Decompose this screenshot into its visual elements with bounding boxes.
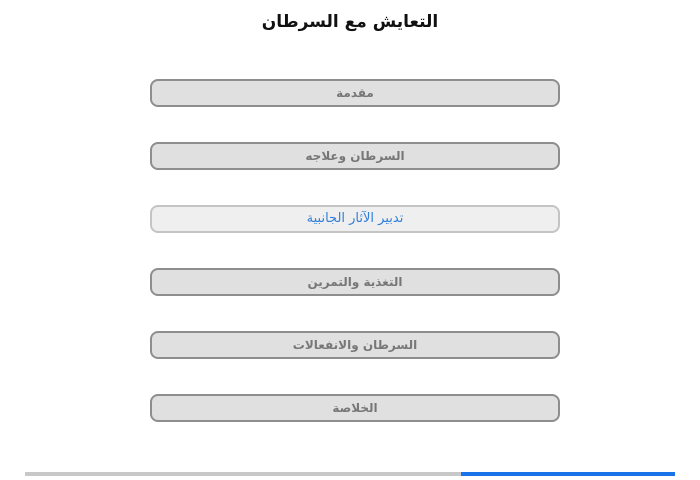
menu-item-cancer-and-emotions[interactable]: السرطان والانفعالات: [150, 331, 560, 359]
menu-item-managing-side-effects[interactable]: تدبير الآثار الجانبية: [150, 205, 560, 233]
menu-item-summary[interactable]: الخلاصة: [150, 394, 560, 422]
section-menu: [150, 79, 560, 457]
menu-item-introduction[interactable]: مقدمة: [150, 79, 560, 107]
menu-item-cancer-and-treatment[interactable]: السرطان وعلاجه: [150, 142, 560, 170]
progress-bar: [25, 472, 675, 476]
progress-bar-fill: [461, 472, 676, 476]
menu-item-nutrition-and-exercise[interactable]: التغذية والتمرين: [150, 268, 560, 296]
page-title: التعايش مع السرطان: [261, 12, 439, 32]
